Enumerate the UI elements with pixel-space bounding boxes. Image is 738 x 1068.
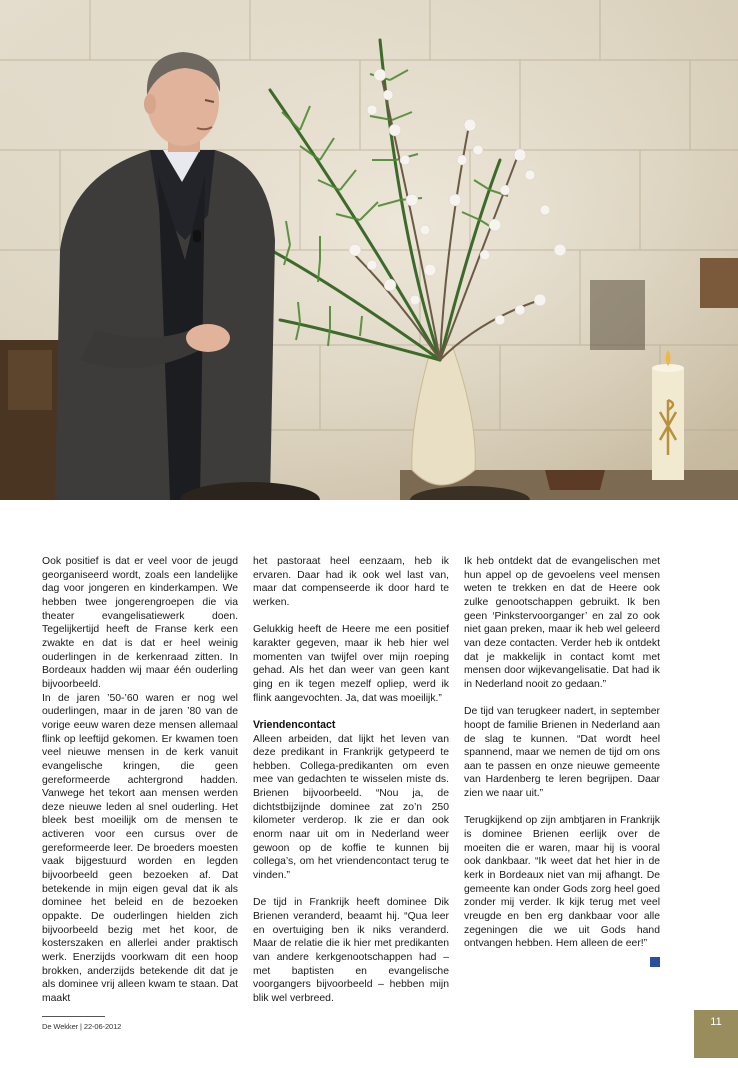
page-number: 11	[710, 1016, 722, 1028]
end-of-article-mark	[650, 957, 660, 967]
article-column-1	[42, 555, 238, 1006]
section-heading: Vriendencontact	[253, 718, 336, 731]
article-column-3	[464, 555, 660, 967]
paragraph: In de jaren ’50-’60 waren er nog wel ouderlingen, maar in de jaren ’80 van de vorige eeuw waren deze mensen allemaal flink op leeftijd gekomen. Er kwamen toen veel nieuwe mensen in de kerk vanuit evangelische kringen, die geen gereformeerde achtergrond hadden. Vanwege het tekort aan mensen werden deze nieuwe leden al snel ouderling. Het bleek best moeilijk om de mensen te activeren voor een cursus over de gereformeerde leer. De broeders moesten vaak bijgestuurd worden en legden bijvoorbeeld geen bezoeken af. Dat betekende in mijn eigen geval dat ik als dominee het beleid en de bezoeken oppakte. De ouderlingen hielden zich bijvoorbeeld bezig met het koor, de kosterszaken en allerlei ander praktisch werk. Enerzijds voorkwam dit een hoop brokken, anderzijds betekende dit dat je als dominee vrij alleen kwam te staan. Dat maakt	[42, 692, 238, 1004]
page-number-box	[694, 1010, 738, 1058]
paragraph: De tijd van terugkeer nadert, in september hoopt de familie Brienen in Nederland aan de slag te kunnen. “Dat wordt heel spannend, maar we nemen de tijd om ons aan te passen en onze nieuwe gemeente van Hardenberg te leren begrijpen. Daar zien we naar uit.”	[464, 706, 660, 800]
article-photo	[0, 0, 738, 500]
photo-illustration	[0, 0, 738, 500]
footer-rule	[42, 1016, 105, 1017]
paragraph: Ook positief is dat er veel voor de jeugd georganiseerd wordt, zoals een landelijke dag voor jongeren en kinderkampen. We hebben twee jongerengroepen die via theater evangelisatiewerk doen. Tegelijkertijd heeft de Franse kerk een zwakte en dat is dat er heel weinig ouderlingen in de kerkenraad zitten. In Bordeaux hadden wij maar één ouderling bijvoorbeeld.	[42, 556, 238, 690]
article-column-2	[253, 555, 449, 1006]
paragraph: Gelukkig heeft de Heere me een positief karakter gegeven, maar ik heb hier wel momenten van twijfel over mijn roeping gehad. Als het dan weer van geen kant ging en ik tegen mezelf opliep, werd ik flink aangevochten. Ja, dat was moeilijk.”	[253, 624, 449, 704]
footer-publication: De Wekker | 22-06-2012	[42, 1022, 122, 1031]
paragraph: Terugkijkend op zijn ambtjaren in Frankrijk is dominee Brienen eerlijk over de moeiten die er waren, maar hij is vooral ook dankbaar. “Ik weet dat het hier in de kerk in Bordeaux niet van mij afhangt. De gemeente kan onder Gods zorg heel goed zonder mij verder. Ik kijk terug met veel vreugde en ben erg dankbaar voor alle zegeningen die we uit Gods hand ontvangen hebben. Hem alleen de eer!”	[464, 815, 660, 950]
paragraph: het pastoraat heel eenzaam, heb ik ervaren. Daar had ik ook wel last van, maar dat compenseerde ik door hard te werken.	[253, 556, 449, 608]
paragraph: De tijd in Frankrijk heeft dominee Dik Brienen veranderd, beaamt hij. “Qua leer en overtuiging ben ik niks veranderd. Maar de relatie die ik hier met predikanten van andere kerkgenootschappen had – met baptisten en evangelische voorgangers bijvoorbeeld – hebben mijn blik wel verbreed.	[253, 897, 449, 1004]
paragraph: Ik heb ontdekt dat de evangelischen met hun appel op de gevoelens veel mensen weten te trekken en dat de Heere ook zulke genootschappen gebruikt. Ik ben geen ‘Pinkstervoorganger’ en zal zo ook niet gaan preken, maar ik heb wel geleerd van deze contacten. Verder heb ik ontdekt dat je makkelijk in contact komt met mensen door wijkevangelisatie. Dat had ik in Nederland nooit zo gedaan.”	[464, 556, 660, 690]
paragraph: Alleen arbeiden, dat lijkt het leven van deze predikant in Frankrijk getypeerd te hebben. Collega-predikanten om even mee van gedachten te wisselen miste ds. Brienen bijvoorbeeld. “Nou ja, de dichtstbijzijnde dominee zat zo’n 250 kilometer verderop. Ik zie er dan ook enorm naar uit om in Nederland weer gewoon op de koffie te kunnen bij collega’s, om het vriendencontact terug te vinden.”	[253, 733, 449, 882]
